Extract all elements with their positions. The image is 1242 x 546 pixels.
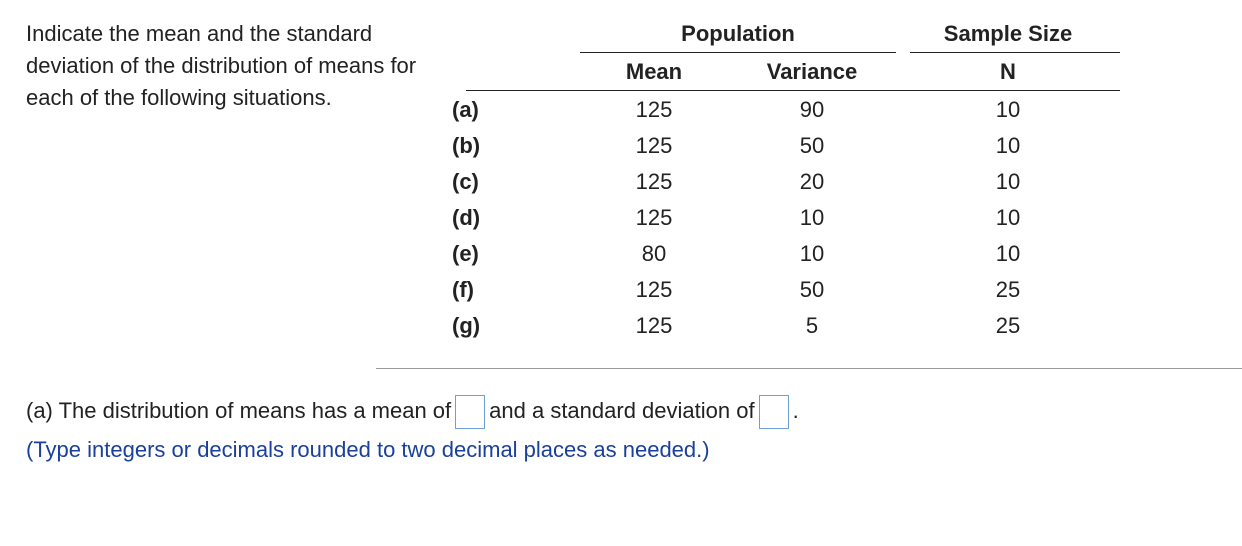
section-divider: [376, 368, 1242, 369]
n-cell: 10: [995, 241, 1021, 266]
n-cell: 10: [995, 205, 1021, 230]
answer-text-part3: .: [792, 398, 799, 423]
variance-cell: 50: [799, 133, 825, 158]
row-label: (a): [452, 97, 479, 122]
row-label: (e): [452, 241, 479, 266]
mean-column-header: Mean: [625, 59, 683, 84]
mean-cell: 125: [635, 97, 673, 122]
n-cell: 10: [995, 97, 1021, 122]
mean-cell: 125: [635, 169, 673, 194]
variance-column-header: Variance: [766, 59, 858, 84]
mean-cell: 125: [635, 313, 673, 338]
variance-cell: 20: [799, 169, 825, 194]
sd-answer-input[interactable]: [759, 395, 789, 429]
mean-answer-input[interactable]: [455, 395, 485, 429]
mean-cell: 125: [635, 205, 673, 230]
n-cell: 25: [995, 313, 1021, 338]
n-cell: 10: [995, 133, 1021, 158]
row-label: (c): [452, 169, 479, 194]
variance-cell: 10: [799, 205, 825, 230]
row-label: (d): [452, 205, 481, 230]
row-label: (f): [452, 277, 474, 302]
row-label: (b): [452, 133, 481, 158]
sample-size-header: Sample Size: [943, 21, 1073, 46]
variance-cell: 90: [799, 97, 825, 122]
row-label: (g): [452, 313, 481, 338]
population-header-rule: [580, 52, 896, 53]
population-header: Population: [681, 21, 795, 46]
n-cell: 10: [995, 169, 1021, 194]
answer-text-part1: (a) The distribution of means has a mean of: [26, 398, 452, 423]
variance-cell: 5: [805, 313, 819, 338]
mean-cell: 80: [641, 241, 667, 266]
mean-cell: 125: [635, 133, 673, 158]
column-header-rule: [466, 90, 1120, 91]
input-hint: (Type integers or decimals rounded to two decimal places as needed.): [26, 437, 710, 462]
question-prompt: Indicate the mean and the standard deviation of the distribution of means for each of the following situations.: [26, 21, 417, 110]
sample-size-header-rule: [910, 52, 1120, 53]
answer-text-part2: and a standard deviation of: [489, 398, 755, 423]
mean-cell: 125: [635, 277, 673, 302]
variance-cell: 10: [799, 241, 825, 266]
n-column-header: N: [1000, 59, 1016, 84]
variance-cell: 50: [799, 277, 825, 302]
n-cell: 25: [995, 277, 1021, 302]
answer-sentence: [26, 393, 799, 429]
